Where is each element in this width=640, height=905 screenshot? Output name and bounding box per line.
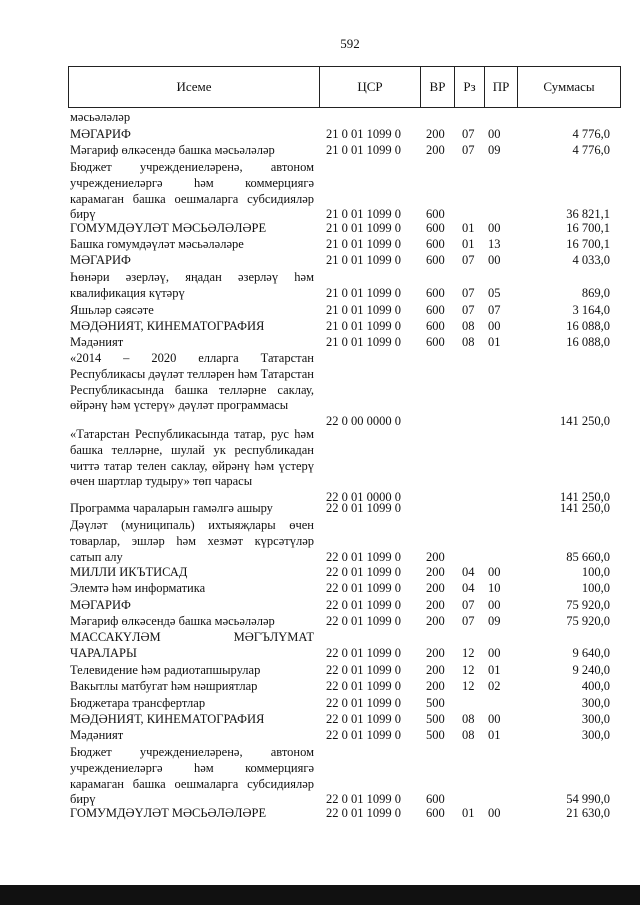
row-rz-code: 12	[462, 663, 475, 677]
row-vr-code: 200	[426, 614, 445, 628]
row-vr-code: 600	[426, 221, 445, 235]
table-row	[70, 160, 620, 223]
row-amount: 54 990,0	[566, 792, 610, 807]
row-csr-code: 21 0 01 1099 0	[326, 127, 401, 141]
row-rz-code: 01	[462, 806, 475, 820]
table-row	[70, 565, 620, 581]
table-row	[70, 679, 620, 695]
table-row	[70, 518, 620, 565]
row-vr-code: 200	[426, 679, 445, 693]
row-vr-code: 200	[426, 645, 445, 660]
row-csr-code: 22 0 01 1099 0	[326, 792, 401, 807]
row-rz-code: 07	[462, 253, 475, 267]
table-row	[70, 630, 620, 662]
row-amount: 4 033,0	[572, 253, 610, 267]
row-name: МӘДӘНИЯТ, КИНЕМАТОГРАФИЯ	[70, 319, 265, 333]
row-vr-code: 600	[426, 335, 445, 349]
col-header-csr: ЦСР	[357, 79, 383, 94]
row-amount: 141 250,0	[560, 501, 610, 515]
row-csr-code: 21 0 01 1099 0	[326, 143, 401, 157]
row-vr-code: 200	[426, 598, 445, 612]
row-vr-code: 600	[426, 253, 445, 267]
row-vr-code: 600	[426, 237, 445, 251]
row-rz-code: 01	[462, 221, 475, 235]
row-vr-code: 500	[426, 712, 445, 726]
row-amount: 3 164,0	[572, 303, 610, 317]
row-rz-code: 04	[462, 565, 475, 579]
row-name: ГОМУМДӘҮЛӘТ МӘСЬӘЛӘЛӘРЕ	[70, 806, 267, 820]
row-csr-code: 21 0 01 1099 0	[326, 335, 401, 349]
row-pr-code: 10	[488, 581, 501, 595]
col-header-rz: Рз	[463, 79, 476, 94]
row-name: ГОМУМДӘҮЛӘТ МӘСЬӘЛӘЛӘРЕ	[70, 221, 267, 235]
table-row	[70, 728, 620, 744]
row-pr-code: 09	[488, 143, 501, 157]
row-amount: 75 920,0	[566, 598, 610, 612]
col-header-vr: ВР	[429, 79, 446, 94]
row-vr-code: 600	[426, 285, 445, 300]
row-csr-code: 22 0 01 1099 0	[326, 728, 401, 742]
row-vr-code: 600	[426, 303, 445, 317]
page-number: 592	[340, 36, 360, 51]
row-name: Мәгариф өлкәсендә башка мәсьәләләр	[70, 614, 275, 628]
row-rz-code: 07	[462, 614, 475, 628]
row-name: Телевидение һәм радиотапшырулар	[70, 663, 261, 677]
row-name: Һөнәри әзерләү, яңадан әзерләү һәм квалификация күтәрү	[70, 270, 314, 300]
row-amount: 85 660,0	[566, 549, 610, 564]
row-name: «2014 – 2020 елларга Татарстан Республикасы дәүләт телләрен һәм Татарстан Республикасында башка телләрне саклау, өйрәнү һәм үстерү» дәүләт программасы	[70, 351, 314, 413]
row-pr-code: 00	[488, 598, 501, 612]
row-name: МИЛЛИ ИКЪТИСАД	[70, 565, 188, 579]
col-header-name: Исеме	[176, 79, 212, 94]
table-row	[70, 712, 620, 728]
row-csr-code: 22 0 01 1099 0	[326, 549, 401, 564]
row-rz-code: 08	[462, 335, 475, 349]
row-csr-code: 22 0 01 0000 0	[326, 490, 401, 505]
row-vr-code: 500	[426, 696, 445, 710]
row-name: Бюджет учреждениеләренә, автоном учреждениеләргә һәм коммерциягә карамаган башка оешмаларга субсидияләр бирү	[70, 745, 314, 807]
col-header-pr: ПР	[492, 79, 510, 94]
row-amount: 16 700,1	[566, 237, 610, 251]
row-vr-code: 200	[426, 663, 445, 677]
table-row	[70, 614, 620, 630]
row-csr-code: 22 0 00 0000 0	[326, 414, 401, 429]
row-pr-code: 00	[488, 253, 501, 267]
table-row	[70, 110, 620, 126]
row-pr-code: 00	[488, 806, 501, 820]
row-vr-code: 600	[426, 207, 445, 222]
row-rz-code: 01	[462, 237, 475, 251]
row-amount: 4 776,0	[572, 143, 610, 157]
row-csr-code: 21 0 01 1099 0	[326, 303, 401, 317]
row-pr-code: 05	[488, 285, 501, 300]
row-csr-code: 21 0 01 1099 0	[326, 237, 401, 251]
row-name: Мәдәният	[70, 728, 124, 742]
row-csr-code: 22 0 01 1099 0	[326, 565, 401, 579]
row-csr-code: 22 0 01 1099 0	[326, 645, 401, 660]
table-row	[70, 237, 620, 253]
row-name: Башка гомумдәүләт мәсьәләләре	[70, 237, 244, 251]
row-amount: 300,0	[581, 712, 610, 726]
row-pr-code: 13	[488, 237, 501, 251]
row-name: Бюджет учреждениеләренә, автоном учреждениеләргә һәм коммерциягә карамаган башка оешмаларга субсидияләр бирү	[70, 160, 314, 222]
row-pr-code: 00	[488, 319, 501, 333]
row-name: «Татарстан Республикасында татар, рус һәм башка телләрне, шулай ук республикадан читтә татар телен саклау, өйрәнү һәм үстерү өчен шартлар тудыру» төп чарасы	[70, 427, 314, 489]
row-name: МӘГАРИФ	[70, 598, 131, 612]
row-name: Вакытлы матбугат һәм нәшриятлар	[70, 679, 258, 693]
row-csr-code: 21 0 01 1099 0	[326, 319, 401, 333]
row-csr-code: 22 0 01 1099 0	[326, 806, 401, 820]
table-header	[68, 66, 621, 108]
row-csr-code: 22 0 01 1099 0	[326, 581, 401, 595]
table-row	[70, 427, 620, 506]
row-name: Мәдәният	[70, 335, 124, 349]
row-amount: 36 821,1	[566, 207, 610, 222]
row-name: Программа чараларын гамәлгә ашыру	[70, 501, 273, 515]
row-name: Мәгариф өлкәсендә башка мәсьәләләр	[70, 143, 275, 157]
row-amount: 100,0	[581, 581, 610, 595]
row-csr-code: 21 0 01 1099 0	[326, 285, 401, 300]
table-row	[70, 319, 620, 335]
row-vr-code: 600	[426, 792, 445, 807]
row-amount: 869,0	[581, 285, 610, 300]
row-amount: 4 776,0	[572, 127, 610, 141]
table-row	[70, 143, 620, 159]
row-vr-code: 200	[426, 143, 445, 157]
row-pr-code: 01	[488, 728, 501, 742]
row-name: МӘГАРИФ	[70, 253, 131, 267]
row-pr-code: 00	[488, 221, 501, 235]
table-row	[70, 581, 620, 597]
row-name: мәсьәләләр	[70, 110, 131, 124]
row-name: Дәүләт (муниципаль) ихтыяҗлары өчен товарлар, эшләр һәм хезмәт күрсәтүләр сатып алу	[70, 518, 314, 564]
table-row	[70, 501, 620, 517]
row-csr-code: 22 0 01 1099 0	[326, 501, 401, 515]
row-amount: 75 920,0	[566, 614, 610, 628]
row-pr-code: 02	[488, 679, 501, 693]
row-amount: 141 250,0	[560, 490, 610, 505]
table-row	[70, 663, 620, 679]
row-rz-code: 08	[462, 712, 475, 726]
row-csr-code: 21 0 01 1099 0	[326, 221, 401, 235]
row-amount: 16 088,0	[566, 319, 610, 333]
row-amount: 300,0	[581, 728, 610, 742]
row-vr-code: 200	[426, 565, 445, 579]
row-name: МАССАКҮЛӘМ МӘГЪЛҮМАТ ЧАРАЛАРЫ	[70, 630, 314, 660]
row-pr-code: 00	[488, 565, 501, 579]
row-vr-code: 500	[426, 728, 445, 742]
row-amount: 21 630,0	[566, 806, 610, 820]
row-pr-code: 01	[488, 663, 501, 677]
row-pr-code: 00	[488, 645, 501, 660]
row-amount: 300,0	[581, 696, 610, 710]
table-row	[70, 696, 620, 712]
row-amount: 9 240,0	[572, 663, 610, 677]
row-vr-code: 200	[426, 127, 445, 141]
table-row	[70, 270, 620, 302]
row-name: МӘДӘНИЯТ, КИНЕМАТОГРАФИЯ	[70, 712, 265, 726]
row-name: Бюджетара трансфертлар	[70, 696, 206, 710]
table-row	[70, 335, 620, 351]
row-vr-code: 600	[426, 806, 445, 820]
row-csr-code: 22 0 01 1099 0	[326, 663, 401, 677]
table-row	[70, 598, 620, 614]
row-name: Элемтә һәм информатика	[70, 581, 206, 595]
row-name: Яшьләр сәясәте	[70, 303, 154, 317]
row-rz-code: 12	[462, 645, 475, 660]
table-row	[70, 745, 620, 808]
row-rz-code: 04	[462, 581, 475, 595]
row-amount: 9 640,0	[572, 645, 610, 660]
row-amount: 16 088,0	[566, 335, 610, 349]
row-name: МӘГАРИФ	[70, 127, 131, 141]
row-pr-code: 00	[488, 712, 501, 726]
table-row	[70, 303, 620, 319]
row-amount: 141 250,0	[560, 414, 610, 429]
row-pr-code: 01	[488, 335, 501, 349]
row-csr-code: 22 0 01 1099 0	[326, 598, 401, 612]
row-csr-code: 22 0 01 1099 0	[326, 696, 401, 710]
row-amount: 16 700,1	[566, 221, 610, 235]
table-row	[70, 253, 620, 269]
row-vr-code: 200	[426, 581, 445, 595]
row-pr-code: 07	[488, 303, 501, 317]
row-rz-code: 08	[462, 319, 475, 333]
row-csr-code: 22 0 01 1099 0	[326, 614, 401, 628]
row-pr-code: 00	[488, 127, 501, 141]
row-csr-code: 22 0 01 1099 0	[326, 712, 401, 726]
row-rz-code: 07	[462, 127, 475, 141]
row-rz-code: 07	[462, 303, 475, 317]
row-rz-code: 07	[462, 285, 475, 300]
row-rz-code: 07	[462, 143, 475, 157]
col-header-sum: Суммасы	[543, 79, 595, 94]
row-rz-code: 07	[462, 598, 475, 612]
row-csr-code: 22 0 01 1099 0	[326, 679, 401, 693]
row-vr-code: 200	[426, 549, 445, 564]
row-amount: 100,0	[581, 565, 610, 579]
scan-edge-bar	[0, 885, 640, 905]
row-csr-code: 21 0 01 1099 0	[326, 207, 401, 222]
row-csr-code: 21 0 01 1099 0	[326, 253, 401, 267]
row-rz-code: 12	[462, 679, 475, 693]
table-row	[70, 351, 620, 430]
table-row	[70, 806, 620, 822]
row-amount: 400,0	[581, 679, 610, 693]
row-vr-code: 600	[426, 319, 445, 333]
table-row	[70, 221, 620, 237]
row-pr-code: 09	[488, 614, 501, 628]
table-row	[70, 127, 620, 143]
row-rz-code: 08	[462, 728, 475, 742]
